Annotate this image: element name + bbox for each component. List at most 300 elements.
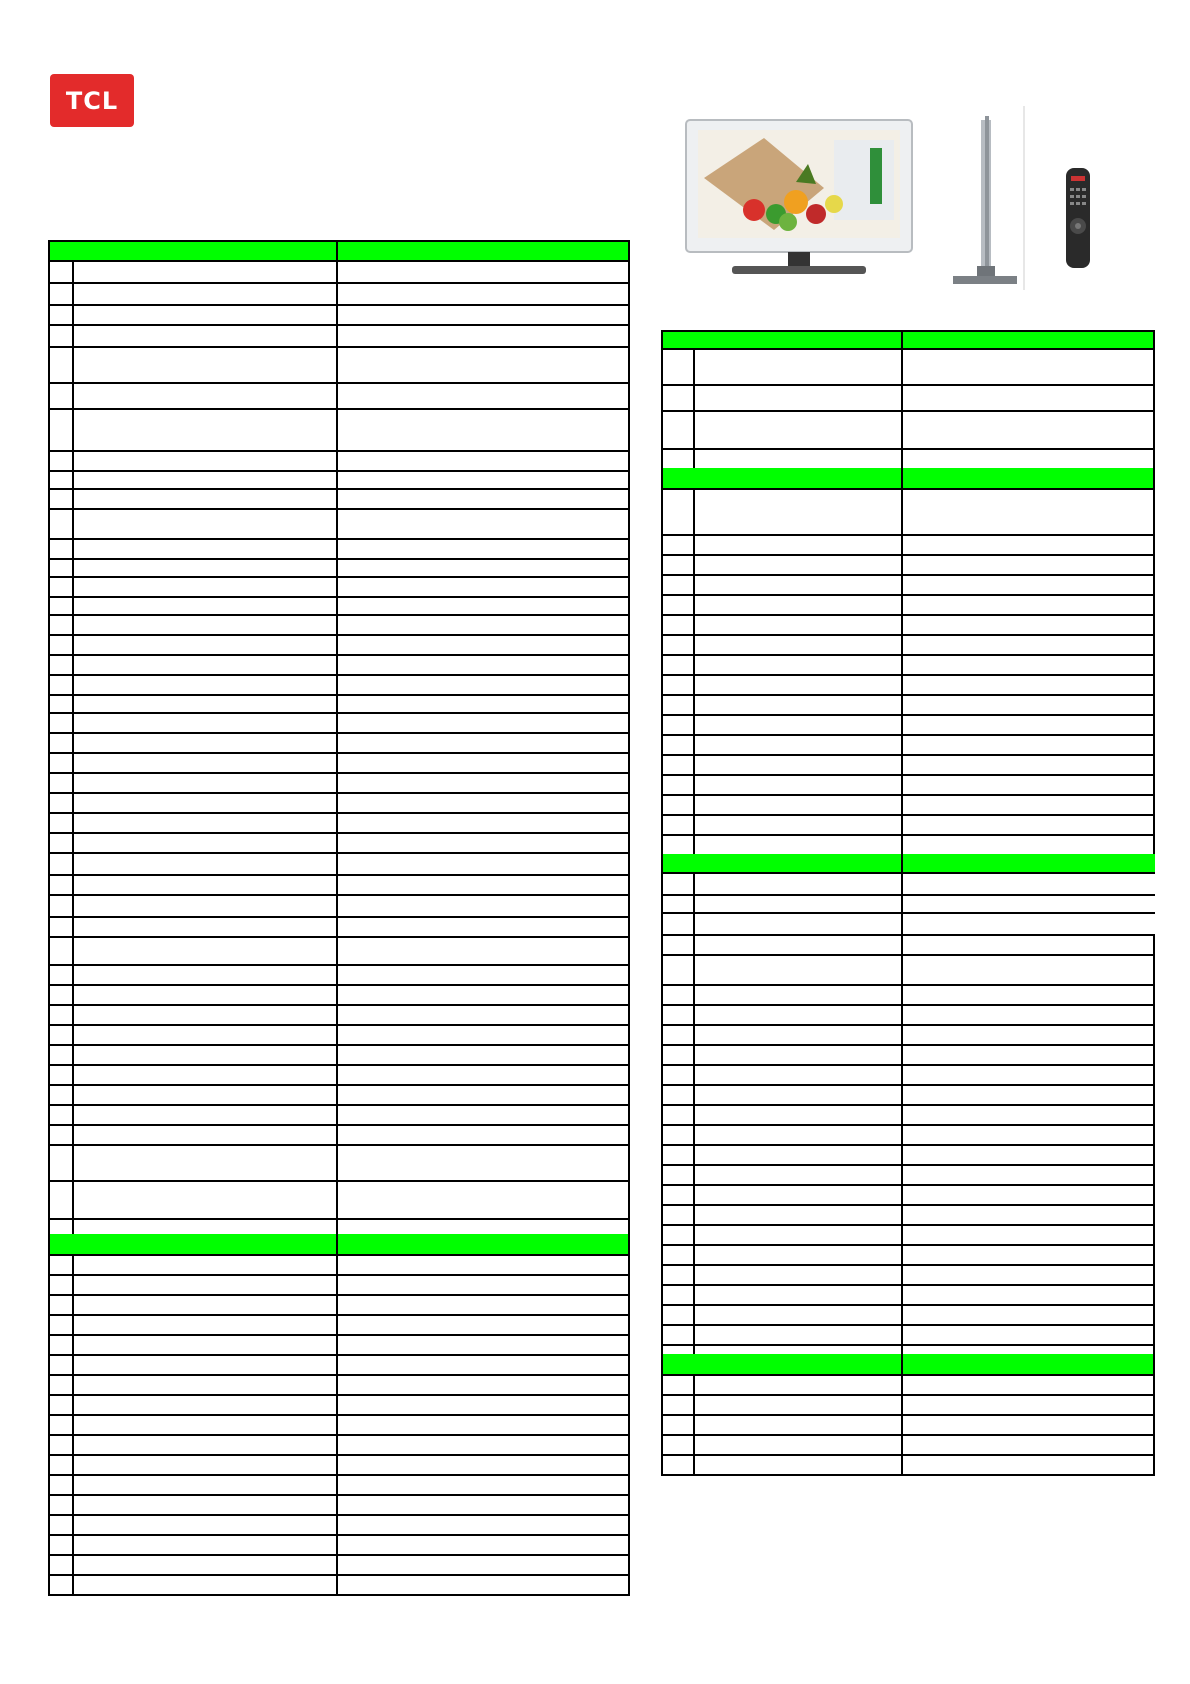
section-header-row	[661, 854, 1155, 874]
table-cell	[50, 282, 72, 304]
table-cell	[693, 554, 901, 574]
table-cell	[901, 1414, 1157, 1434]
table-row	[48, 538, 630, 560]
table-cell	[50, 488, 72, 508]
table-cell	[336, 242, 632, 260]
table-row	[661, 912, 1155, 936]
table-cell	[336, 1254, 632, 1274]
table-cell	[72, 304, 336, 324]
table-cell	[901, 594, 1157, 614]
table-row	[48, 792, 630, 814]
table-cell	[901, 1344, 1157, 1354]
table-cell	[50, 1180, 72, 1218]
table-row	[48, 1454, 630, 1476]
table-cell	[693, 1164, 901, 1184]
table-row	[48, 916, 630, 938]
table-row	[661, 734, 1155, 756]
table-row	[661, 894, 1155, 914]
table-cell	[693, 1324, 901, 1344]
table-cell	[50, 1218, 72, 1234]
table-row	[661, 674, 1155, 696]
table-cell	[901, 384, 1157, 410]
table-row	[661, 448, 1155, 470]
table-row	[48, 508, 630, 540]
table-cell	[663, 1324, 693, 1344]
table-cell	[901, 654, 1157, 674]
table-cell	[663, 448, 693, 468]
table-cell	[336, 1084, 632, 1104]
table-row	[48, 346, 630, 384]
table-row	[661, 1184, 1155, 1206]
table-row	[48, 1534, 630, 1556]
table-cell	[693, 774, 901, 794]
table-cell	[901, 1064, 1157, 1084]
table-cell	[901, 934, 1157, 954]
table-cell	[50, 1144, 72, 1180]
table-cell	[693, 1144, 901, 1164]
table-cell	[50, 1334, 72, 1354]
table-cell	[336, 324, 632, 346]
table-row	[48, 1514, 630, 1536]
table-cell	[50, 1004, 72, 1024]
table-cell	[901, 574, 1157, 594]
table-row	[48, 752, 630, 774]
table-cell	[901, 814, 1157, 834]
table-cell	[72, 984, 336, 1004]
table-cell	[693, 594, 901, 614]
table-row	[48, 1144, 630, 1182]
table-cell	[336, 1514, 632, 1534]
table-row	[661, 1304, 1155, 1326]
table-row	[48, 1434, 630, 1456]
table-cell	[901, 1184, 1157, 1204]
table-row	[661, 1064, 1155, 1086]
table-cell	[663, 1204, 693, 1224]
table-cell	[50, 916, 72, 936]
table-cell	[72, 1064, 336, 1084]
table-row	[48, 324, 630, 348]
table-row	[48, 1254, 630, 1276]
remote-control-photo	[1062, 166, 1094, 270]
table-row	[48, 1394, 630, 1416]
table-cell	[901, 1084, 1157, 1104]
table-cell	[663, 384, 693, 410]
table-cell	[50, 1354, 72, 1374]
table-cell	[693, 1204, 901, 1224]
table-cell	[72, 634, 336, 654]
table-cell	[336, 894, 632, 916]
table-cell	[901, 1454, 1157, 1474]
table-cell	[663, 1044, 693, 1064]
table-cell	[50, 832, 72, 852]
table-cell	[72, 260, 336, 282]
table-cell	[663, 554, 693, 574]
table-cell	[901, 1024, 1157, 1044]
table-cell	[72, 1024, 336, 1044]
table-cell	[50, 812, 72, 832]
table-cell	[50, 1104, 72, 1124]
table-row	[661, 774, 1155, 796]
table-cell	[901, 754, 1157, 774]
table-cell	[901, 348, 1157, 384]
table-row	[661, 1044, 1155, 1066]
table-cell	[663, 1414, 693, 1434]
table-cell	[663, 1104, 693, 1124]
table-cell	[336, 1218, 632, 1234]
table-cell	[663, 654, 693, 674]
table-row	[48, 1474, 630, 1496]
table-cell	[336, 634, 632, 654]
table-cell	[336, 772, 632, 792]
table-cell	[72, 1218, 336, 1234]
table-cell	[693, 488, 901, 534]
table-cell	[901, 332, 1157, 348]
table-cell	[336, 1234, 632, 1254]
table-cell	[693, 954, 901, 984]
table-cell	[336, 1180, 632, 1218]
table-cell	[901, 1104, 1157, 1124]
table-cell	[72, 894, 336, 916]
table-cell	[72, 1494, 336, 1514]
table-cell	[663, 854, 901, 872]
table-row	[48, 1374, 630, 1396]
table-row	[661, 934, 1155, 956]
table-row	[48, 1554, 630, 1576]
table-cell	[693, 1004, 901, 1024]
table-cell	[50, 1124, 72, 1144]
table-cell	[50, 596, 72, 614]
tcl-logo	[50, 74, 134, 127]
table-cell	[50, 1314, 72, 1334]
table-cell	[901, 448, 1157, 468]
table-row	[48, 1004, 630, 1026]
table-row	[661, 554, 1155, 576]
table-cell	[901, 734, 1157, 754]
table-row	[48, 1334, 630, 1356]
table-row	[661, 1164, 1155, 1186]
table-cell	[663, 734, 693, 754]
table-cell	[72, 1334, 336, 1354]
table-cell	[50, 936, 72, 964]
table-row	[661, 1374, 1155, 1396]
table-cell	[50, 1084, 72, 1104]
table-cell	[72, 874, 336, 894]
table-cell	[50, 508, 72, 538]
section-header-row	[48, 240, 630, 262]
table-cell	[72, 712, 336, 732]
table-row	[661, 814, 1155, 836]
table-cell	[50, 732, 72, 752]
table-cell	[336, 936, 632, 964]
table-cell	[693, 814, 901, 834]
table-row	[48, 382, 630, 410]
table-cell	[336, 1534, 632, 1554]
table-cell	[72, 1004, 336, 1024]
table-cell	[72, 1294, 336, 1314]
table-cell	[50, 1414, 72, 1434]
table-cell	[693, 448, 901, 468]
table-row	[48, 1354, 630, 1376]
table-row	[48, 984, 630, 1006]
table-row	[661, 1104, 1155, 1126]
table-cell	[72, 1454, 336, 1474]
table-cell	[50, 752, 72, 772]
table-cell	[50, 674, 72, 694]
table-cell	[336, 558, 632, 576]
table-cell	[72, 408, 336, 450]
table-cell	[663, 634, 693, 654]
table-cell	[50, 576, 72, 596]
table-cell	[663, 1004, 693, 1024]
table-cell	[72, 1374, 336, 1394]
table-cell	[663, 794, 693, 814]
table-cell	[72, 1514, 336, 1534]
table-cell	[693, 384, 901, 410]
table-cell	[901, 468, 1157, 488]
table-row	[661, 1124, 1155, 1146]
table-cell	[72, 508, 336, 538]
table-cell	[901, 774, 1157, 794]
table-cell	[693, 1104, 901, 1124]
table-cell	[336, 654, 632, 674]
table-cell	[336, 812, 632, 832]
table-cell	[663, 814, 693, 834]
table-cell	[693, 894, 901, 912]
table-cell	[663, 912, 693, 934]
table-cell	[693, 634, 901, 654]
table-cell	[72, 1254, 336, 1274]
table-row	[661, 410, 1155, 450]
table-cell	[50, 538, 72, 558]
table-cell	[663, 1144, 693, 1164]
table-cell	[693, 694, 901, 714]
table-cell	[336, 792, 632, 812]
table-row	[661, 384, 1155, 412]
table-cell	[336, 712, 632, 732]
table-cell	[663, 934, 693, 954]
table-cell	[336, 304, 632, 324]
table-cell	[50, 1494, 72, 1514]
table-cell	[693, 1124, 901, 1144]
table-cell	[663, 1374, 693, 1394]
table-cell	[336, 1574, 632, 1594]
table-cell	[50, 1514, 72, 1534]
table-cell	[336, 916, 632, 936]
table-cell	[336, 1454, 632, 1474]
table-cell	[50, 1554, 72, 1574]
table-cell	[336, 614, 632, 634]
table-cell	[72, 488, 336, 508]
table-row	[48, 1274, 630, 1296]
table-cell	[72, 282, 336, 304]
table-cell	[336, 874, 632, 894]
table-row	[48, 964, 630, 986]
table-row	[48, 304, 630, 326]
table-cell	[336, 1294, 632, 1314]
table-cell	[336, 1124, 632, 1144]
table-cell	[693, 1024, 901, 1044]
table-cell	[693, 534, 901, 554]
table-row	[48, 1024, 630, 1046]
table-cell	[72, 732, 336, 752]
table-cell	[901, 1124, 1157, 1144]
tcl-logo-text: TCL	[65, 86, 119, 115]
table-row	[48, 1574, 630, 1596]
table-cell	[336, 1414, 632, 1434]
table-row	[48, 1044, 630, 1066]
table-cell	[663, 1344, 693, 1354]
table-cell	[693, 654, 901, 674]
table-cell	[901, 954, 1157, 984]
table-row	[661, 1024, 1155, 1046]
table-cell	[336, 1044, 632, 1064]
section-header-row	[661, 1354, 1155, 1376]
table-cell	[901, 1004, 1157, 1024]
table-cell	[336, 1354, 632, 1374]
table-cell	[663, 1184, 693, 1204]
table-cell	[693, 1184, 901, 1204]
table-cell	[50, 1454, 72, 1474]
table-cell	[901, 984, 1157, 1004]
table-cell	[72, 752, 336, 772]
table-cell	[72, 1414, 336, 1434]
table-cell	[72, 694, 336, 712]
table-cell	[50, 408, 72, 450]
table-row	[661, 1144, 1155, 1166]
table-cell	[693, 984, 901, 1004]
section-header-row	[661, 330, 1155, 350]
section-header-row	[48, 1234, 630, 1256]
table-cell	[72, 964, 336, 984]
table-row	[48, 1124, 630, 1146]
table-row	[661, 534, 1155, 556]
table-row	[661, 984, 1155, 1006]
table-cell	[663, 714, 693, 734]
table-cell	[693, 1224, 901, 1244]
table-cell	[336, 1554, 632, 1574]
table-row	[661, 1414, 1155, 1436]
table-cell	[901, 794, 1157, 814]
table-row	[48, 852, 630, 876]
table-cell	[50, 1294, 72, 1314]
table-cell	[901, 834, 1157, 854]
table-cell	[336, 1144, 632, 1180]
table-cell	[50, 852, 72, 874]
table-cell	[336, 576, 632, 596]
table-cell	[901, 1434, 1157, 1454]
table-cell	[336, 832, 632, 852]
table-cell	[663, 694, 693, 714]
table-cell	[663, 1434, 693, 1454]
table-cell	[901, 1204, 1157, 1224]
table-row	[661, 694, 1155, 716]
table-cell	[72, 852, 336, 874]
table-cell	[50, 1024, 72, 1044]
table-cell	[663, 574, 693, 594]
table-row	[48, 634, 630, 656]
table-row	[48, 596, 630, 616]
table-cell	[663, 1224, 693, 1244]
table-row	[48, 1064, 630, 1086]
table-row	[48, 694, 630, 714]
table-cell	[336, 1394, 632, 1414]
table-cell	[50, 242, 336, 260]
table-cell	[50, 346, 72, 382]
table-cell	[693, 1304, 901, 1324]
table-cell	[50, 654, 72, 674]
table-cell	[336, 1494, 632, 1514]
table-cell	[901, 912, 1157, 934]
table-cell	[693, 1344, 901, 1354]
table-row	[48, 488, 630, 510]
table-row	[661, 1264, 1155, 1286]
table-cell	[50, 964, 72, 984]
table-cell	[901, 634, 1157, 654]
table-cell	[663, 872, 693, 894]
table-cell	[72, 1084, 336, 1104]
table-cell	[336, 964, 632, 984]
table-cell	[901, 1324, 1157, 1344]
table-row	[48, 408, 630, 452]
table-cell	[901, 1394, 1157, 1414]
table-cell	[50, 1474, 72, 1494]
table-row	[661, 1454, 1155, 1476]
table-row	[661, 1244, 1155, 1266]
table-cell	[72, 382, 336, 408]
table-cell	[336, 752, 632, 772]
table-cell	[50, 1574, 72, 1594]
table-row	[661, 794, 1155, 816]
table-cell	[693, 674, 901, 694]
table-cell	[72, 450, 336, 470]
table-cell	[72, 1180, 336, 1218]
table-cell	[72, 1394, 336, 1414]
table-cell	[663, 894, 693, 912]
table-cell	[901, 714, 1157, 734]
table-row	[48, 1494, 630, 1516]
table-cell	[693, 1454, 901, 1474]
table-cell	[663, 1064, 693, 1084]
table-cell	[72, 470, 336, 488]
table-cell	[50, 1274, 72, 1294]
table-cell	[72, 1554, 336, 1574]
table-cell	[901, 854, 1157, 872]
table-cell	[72, 1104, 336, 1124]
table-cell	[663, 984, 693, 1004]
table-cell	[693, 614, 901, 634]
table-cell	[663, 1164, 693, 1184]
table-cell	[72, 792, 336, 812]
table-row	[661, 594, 1155, 616]
table-cell	[336, 1104, 632, 1124]
left-spec-table	[48, 240, 630, 1596]
table-cell	[50, 1394, 72, 1414]
table-cell	[72, 596, 336, 614]
table-cell	[901, 614, 1157, 634]
table-row	[48, 654, 630, 676]
table-row	[661, 634, 1155, 656]
table-row	[661, 488, 1155, 536]
table-row	[48, 1294, 630, 1316]
table-cell	[663, 348, 693, 384]
table-row	[48, 1104, 630, 1126]
table-cell	[663, 754, 693, 774]
table-row	[48, 614, 630, 636]
table-cell	[693, 1044, 901, 1064]
table-cell	[72, 1274, 336, 1294]
table-cell	[336, 508, 632, 538]
table-cell	[336, 984, 632, 1004]
